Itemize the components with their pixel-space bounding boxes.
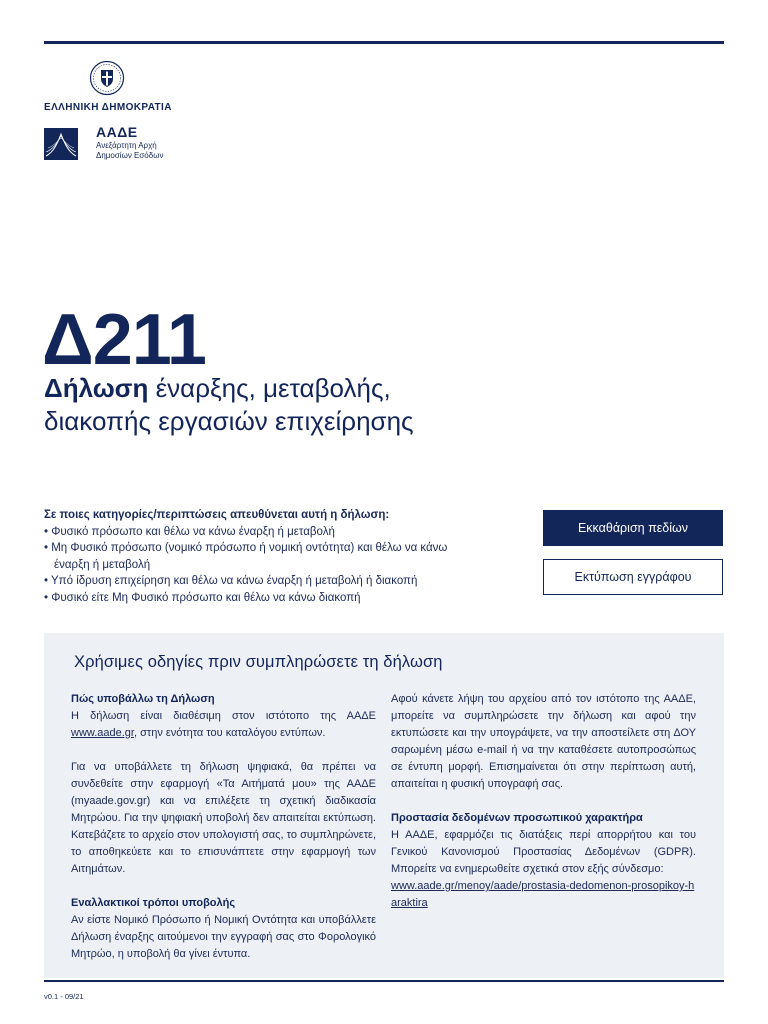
instructions-panel — [44, 633, 724, 978]
print-document-button[interactable]: Εκτύπωση εγγράφου — [543, 559, 723, 595]
greek-coat-of-arms-icon — [89, 60, 125, 96]
clear-fields-button[interactable]: Εκκαθάριση πεδίων — [543, 510, 723, 546]
how-text-post: , στην ενότητα του καταλόγου εντύπων. — [133, 727, 326, 739]
bottom-rule — [44, 980, 724, 982]
aade-logo-icon — [44, 128, 78, 160]
privacy-heading: Προστασία δεδομένων προσωπικού χαρακτήρα — [391, 812, 643, 824]
alternative-methods-text: Αν είστε Νομικό Πρόσωπο ή Νομική Οντότητα και υποβάλλετε Δήλωση έναρξης αιτούμενοι την εγγραφή σας στο Φορολογικό Μητρώο, η υποβολή θα γίνει έντυπα. — [71, 914, 376, 960]
agency-subtitle-line1: Ανεξάρτητη Αρχή — [96, 141, 157, 150]
instructions-left-column — [71, 691, 376, 980]
aade-website-link[interactable]: www.aade.gr — [71, 727, 134, 739]
agency-subtitle — [96, 141, 163, 161]
alternative-methods-heading: Εναλλακτικοί τρόποι υποβολής — [71, 897, 236, 909]
applies-section — [44, 507, 484, 606]
version-label: v0.1 - 09/21 — [44, 992, 84, 1001]
form-title — [44, 372, 564, 438]
republic-label: ΕΛΛΗΝΙΚΗ ΔΗΜΟΚΡΑΤΙΑ — [44, 102, 172, 113]
form-code: Δ211 — [42, 300, 206, 380]
applies-item: • Φυσικό είτε Μη Φυσικό πρόσωπο και θέλω να κάνω διακοπή — [44, 591, 361, 604]
privacy-text — [391, 827, 696, 912]
applies-question: Σε ποιες κατηγορίες/περιπτώσεις απευθύνεται αυτή η δήλωση: — [44, 509, 390, 521]
form-title-line2: διακοπής εργασιών επιχείρησης — [44, 406, 414, 436]
agency-name: ΑΑΔΕ — [96, 124, 138, 140]
how-text-pre: Η δήλωση είναι διαθέσιμη στον ιστότοπο της ΑΑΔΕ — [71, 710, 376, 722]
download-instructions-text: Αφού κάνετε λήψη του αρχείου από τον ιστότοπο της ΑΑΔΕ, μπορείτε να συμπληρώσετε την δήλωση και αφού την εκτυπώσετε και την υπογράψετε, να την αποστείλετε στη ΔΟΥ σαρωμένη μέσω e-mail ή να την καταθέσετε αυτοπροσώπως σε έντυπη μορφή. Επισημαίνεται ότι στην περίπτωση αυτή, απαιτείται η φυσική υπογραφή σας. — [391, 693, 696, 790]
instructions-title: Χρήσιμες οδηγίες πριν συμπληρώσετε τη δήλωση — [74, 653, 443, 671]
top-rule — [44, 41, 724, 44]
applies-item: • Μη Φυσικό πρόσωπο (νομικό πρόσωπο ή νομική οντότητα) και θέλω να κάνω έναρξη ή μεταβολή — [44, 542, 448, 571]
privacy-body: Η ΑΑΔΕ, εφαρμόζει τις διατάξεις περί απορρήτου και του Γενικού Κανονισμού Προστασίας Δεδομένων (GDPR). Μπορείτε να ενημερωθείτε σχετικά στον εξής σύνδεσμο: — [391, 829, 696, 875]
form-title-bold: Δήλωση — [44, 373, 149, 403]
how-to-submit-text — [71, 708, 376, 742]
how-to-submit-heading: Πώς υποβάλλω τη Δήλωση — [71, 693, 215, 705]
form-title-rest: έναρξης, μεταβολής, — [148, 373, 391, 403]
instructions-right-column — [391, 691, 696, 912]
privacy-link[interactable]: www.aade.gr/menoy/aade/prostasia-dedomenon-prosopikoy-haraktira — [391, 880, 695, 909]
applies-item: • Υπό ίδρυση επιχείρηση και θέλω να κάνω έναρξη ή μεταβολή ή διακοπή — [44, 575, 418, 587]
agency-subtitle-line2: Δημοσίων Εσόδων — [96, 151, 164, 160]
applies-item: • Φυσικό πρόσωπο και θέλω να κάνω έναρξη ή μεταβολή — [44, 525, 335, 538]
digital-submission-text: Για να υποβάλλετε τη δήλωση ψηφιακά, θα πρέπει να συνδεθείτε στην εφαρμογή «Τα Αιτήματά μου» της ΑΑΔΕ (myaade.gov.gr) και να επιλέξετε τη σχετική διαδικασία Μητρώου. Για την ψηφιακή υποβολή δεν απαιτείται εκτύπωση. Κατεβάζετε το αρχείο στον υπολογιστή σας, το συμπληρώνετε, το αποθηκεύετε και το επισυνάπτετε στην εφαρμογή των Αιτημάτων. — [71, 761, 376, 875]
